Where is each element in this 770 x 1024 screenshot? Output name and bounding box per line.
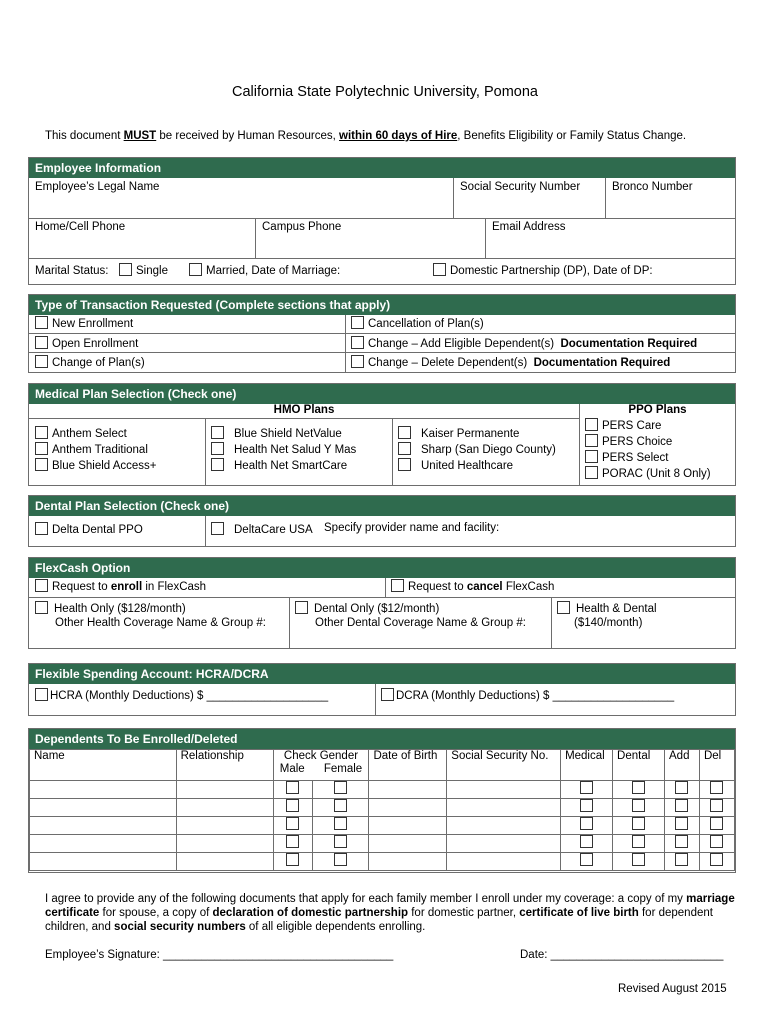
checkbox[interactable] xyxy=(398,458,411,471)
checkbox[interactable] xyxy=(585,450,598,463)
medical-option-pers-choice[interactable]: PERS Choice xyxy=(585,434,672,448)
campus-phone-field[interactable]: Campus Phone xyxy=(255,218,485,258)
dental-checkbox[interactable] xyxy=(632,853,645,866)
table-row[interactable] xyxy=(30,817,735,835)
documentation-required-label: Documentation Required xyxy=(560,338,698,350)
col-dental: Dental xyxy=(613,750,665,781)
delta-dental-option[interactable]: Delta Dental PPO xyxy=(35,522,143,536)
open-enrollment-checkbox[interactable] xyxy=(35,336,48,349)
specify-provider-field[interactable]: Specify provider name and facility: xyxy=(324,522,500,534)
row-divider xyxy=(29,352,735,353)
domestic-partnership-checkbox[interactable] xyxy=(433,263,446,276)
checkbox[interactable] xyxy=(35,442,48,455)
email-field[interactable]: Email Address xyxy=(485,218,735,258)
name-cell[interactable] xyxy=(30,781,177,799)
ssn-cell[interactable] xyxy=(447,835,561,853)
column-divider xyxy=(205,418,206,486)
dcra-option[interactable]: DCRA (Monthly Deductions) $ ___________________ xyxy=(381,688,674,702)
cancellation-checkbox[interactable] xyxy=(351,316,364,329)
agreement-text: I agree to provide any of the following documents that apply for each family member I enroll under my coverage: a copy of my marriage certificate for spouse, a copy of declaration of domestic partnership for domestic partner, certificate of live birth for dependent children, and social security numbers of all eligible dependents enrolling. xyxy=(45,893,735,933)
checkbox[interactable] xyxy=(211,442,224,455)
table-row[interactable] xyxy=(30,781,735,799)
change-plan-checkbox[interactable] xyxy=(35,355,48,368)
del-checkbox[interactable] xyxy=(710,781,723,794)
name-cell[interactable] xyxy=(30,817,177,835)
name-cell[interactable] xyxy=(30,835,177,853)
medical-option-sharp[interactable]: Sharp (San Diego County) xyxy=(398,442,556,456)
del-checkbox[interactable] xyxy=(710,799,723,812)
health-dental-checkbox[interactable] xyxy=(557,601,570,614)
health-dental-option[interactable]: Health & Dental ($140/month) xyxy=(557,601,657,630)
medical-checkbox[interactable] xyxy=(580,781,593,794)
relationship-cell[interactable] xyxy=(176,853,273,871)
hcra-checkbox[interactable] xyxy=(35,688,48,701)
add-checkbox[interactable] xyxy=(675,853,688,866)
checkbox[interactable] xyxy=(585,466,598,479)
bronco-number-field[interactable]: Bronco Number xyxy=(605,178,735,218)
checkbox[interactable] xyxy=(585,418,598,431)
relationship-cell[interactable] xyxy=(176,835,273,853)
row-divider xyxy=(29,258,735,259)
married-option[interactable]: Married, Date of Marriage: xyxy=(189,263,340,277)
relationship-cell[interactable] xyxy=(176,817,273,835)
checkbox[interactable] xyxy=(398,442,411,455)
medical-option-health-net-smartcare[interactable]: Health Net SmartCare xyxy=(211,458,347,472)
medical-option-porac[interactable]: PORAC (Unit 8 Only) xyxy=(585,466,711,480)
section-header: Medical Plan Selection (Check one) xyxy=(29,384,735,404)
dental-checkbox[interactable] xyxy=(632,781,645,794)
flexcash-section xyxy=(28,557,736,649)
name-cell[interactable] xyxy=(30,853,177,871)
employee-signature-field[interactable]: Employee’s Signature: ____________________________________ xyxy=(45,949,394,961)
del-checkbox[interactable] xyxy=(710,817,723,830)
del-checkbox[interactable] xyxy=(710,835,723,848)
column-divider xyxy=(385,578,386,597)
checkbox[interactable] xyxy=(211,458,224,471)
female-checkbox[interactable] xyxy=(334,799,347,812)
dcra-checkbox[interactable] xyxy=(381,688,394,701)
dental-checkbox[interactable] xyxy=(632,835,645,848)
female-checkbox[interactable] xyxy=(334,835,347,848)
male-checkbox[interactable] xyxy=(286,799,299,812)
column-divider xyxy=(375,684,376,716)
dob-cell[interactable] xyxy=(369,799,447,817)
col-add: Add xyxy=(665,750,700,781)
add-checkbox[interactable] xyxy=(675,817,688,830)
table-row[interactable] xyxy=(30,853,735,871)
medical-option-pers-select[interactable]: PERS Select xyxy=(585,450,668,464)
medical-checkbox[interactable] xyxy=(580,835,593,848)
column-divider xyxy=(289,597,290,649)
add-checkbox[interactable] xyxy=(675,835,688,848)
delta-dental-checkbox[interactable] xyxy=(35,522,48,535)
female-checkbox[interactable] xyxy=(334,781,347,794)
dependents-section xyxy=(28,728,736,873)
medical-option-blue-shield-access[interactable]: Blue Shield Access+ xyxy=(35,458,157,472)
single-checkbox[interactable] xyxy=(119,263,132,276)
domestic-partnership-option[interactable]: Domestic Partnership (DP), Date of DP: xyxy=(433,263,653,277)
dob-cell[interactable] xyxy=(369,835,447,853)
fsa-section xyxy=(28,663,736,716)
single-option[interactable]: Single xyxy=(119,263,168,277)
male-checkbox[interactable] xyxy=(286,817,299,830)
checkbox[interactable] xyxy=(35,458,48,471)
ssn-cell[interactable] xyxy=(447,799,561,817)
legal-name-field[interactable]: Employee’s Legal Name xyxy=(35,181,160,193)
enroll-flexcash-option[interactable]: Request to enroll in FlexCash xyxy=(35,579,206,593)
ppo-plans-heading: PPO Plans xyxy=(628,404,687,416)
section-header: Dependents To Be Enrolled/Deleted xyxy=(29,729,735,749)
employee-information-section xyxy=(28,157,736,285)
male-checkbox[interactable] xyxy=(286,853,299,866)
health-only-checkbox[interactable] xyxy=(35,601,48,614)
add-dependent-checkbox[interactable] xyxy=(351,336,364,349)
col-dob: Date of Birth xyxy=(369,750,447,781)
open-enrollment-option[interactable]: Open Enrollment xyxy=(35,336,138,350)
ssn-field[interactable]: Social Security Number xyxy=(453,178,633,218)
new-enrollment-checkbox[interactable] xyxy=(35,316,48,329)
column-divider xyxy=(579,404,580,486)
section-header: Type of Transaction Requested (Complete sections that apply) xyxy=(29,295,735,315)
female-checkbox[interactable] xyxy=(334,853,347,866)
relationship-cell[interactable] xyxy=(176,799,273,817)
dental-checkbox[interactable] xyxy=(632,799,645,812)
col-check-gender: Check Gender Male Female xyxy=(273,750,369,781)
medical-option-health-net-salud[interactable]: Health Net Salud Y Mas xyxy=(211,442,356,456)
dependents-table xyxy=(29,749,735,871)
col-medical: Medical xyxy=(561,750,613,781)
col-ssn: Social Security No. xyxy=(447,750,561,781)
table-header-row xyxy=(30,750,735,781)
medical-option-pers-care[interactable]: PERS Care xyxy=(585,418,661,432)
delete-dependent-checkbox[interactable] xyxy=(351,355,364,368)
document-title: California State Polytechnic University, Pomona xyxy=(232,84,538,100)
dental-only-checkbox[interactable] xyxy=(295,601,308,614)
del-checkbox[interactable] xyxy=(710,853,723,866)
delete-dependent-option[interactable]: Change – Delete Dependent(s) Documentation Required xyxy=(351,355,670,369)
checkbox[interactable] xyxy=(585,434,598,447)
medical-option-kaiser[interactable]: Kaiser Permanente xyxy=(398,426,519,440)
column-divider xyxy=(345,315,346,373)
add-checkbox[interactable] xyxy=(675,781,688,794)
new-enrollment-option[interactable]: New Enrollment xyxy=(35,316,133,330)
deltacare-checkbox[interactable] xyxy=(211,522,224,535)
column-divider xyxy=(551,597,552,649)
transaction-section xyxy=(28,294,736,373)
section-header: Flexible Spending Account: HCRA/DCRA xyxy=(29,664,735,684)
row-divider xyxy=(29,597,735,598)
medical-checkbox[interactable] xyxy=(580,853,593,866)
dental-plan-section xyxy=(28,495,736,547)
add-checkbox[interactable] xyxy=(675,799,688,812)
home-phone-field[interactable]: Home/Cell Phone xyxy=(35,221,126,233)
cancel-flexcash-option[interactable]: Request to cancel FlexCash xyxy=(391,579,554,593)
male-checkbox[interactable] xyxy=(286,835,299,848)
medical-option-united[interactable]: United Healthcare xyxy=(398,458,513,472)
hmo-plans-heading: HMO Plans xyxy=(273,404,335,416)
column-divider xyxy=(392,418,393,486)
female-checkbox[interactable] xyxy=(334,817,347,830)
enroll-flexcash-checkbox[interactable] xyxy=(35,579,48,592)
checkbox[interactable] xyxy=(35,426,48,439)
column-divider xyxy=(205,516,206,547)
ssn-cell[interactable] xyxy=(447,781,561,799)
col-name: Name xyxy=(30,750,177,781)
medical-checkbox[interactable] xyxy=(580,817,593,830)
section-header: Employee Information xyxy=(29,158,735,178)
hcra-option[interactable]: HCRA (Monthly Deductions) $ ___________________ xyxy=(35,688,328,702)
dob-cell[interactable] xyxy=(369,781,447,799)
dob-cell[interactable] xyxy=(369,817,447,835)
intro-text: This document MUST be received by Human Resources, within 60 days of Hire, Benefits Eligibility or Family Status Change. xyxy=(45,130,687,142)
col-relationship: Relationship xyxy=(176,750,273,781)
table-row[interactable] xyxy=(30,835,735,853)
male-checkbox[interactable] xyxy=(286,781,299,794)
name-cell[interactable] xyxy=(30,799,177,817)
marital-status-label: Marital Status: xyxy=(35,265,109,277)
deltacare-option[interactable]: DeltaCare USA xyxy=(211,522,313,536)
medical-option-anthem-traditional[interactable]: Anthem Traditional xyxy=(35,442,148,456)
medical-option-blue-shield-netvalue[interactable]: Blue Shield NetValue xyxy=(211,426,342,440)
health-only-option[interactable]: Health Only ($128/month) Other Health Coverage Name & Group #: xyxy=(35,601,266,630)
change-plan-option[interactable]: Change of Plan(s) xyxy=(35,355,145,369)
row-divider xyxy=(29,418,579,419)
ssn-cell[interactable] xyxy=(447,853,561,871)
section-header: FlexCash Option xyxy=(29,558,735,578)
dental-checkbox[interactable] xyxy=(632,817,645,830)
table-row[interactable] xyxy=(30,799,735,817)
relationship-cell[interactable] xyxy=(176,781,273,799)
medical-option-anthem-select[interactable]: Anthem Select xyxy=(35,426,127,440)
married-checkbox[interactable] xyxy=(189,263,202,276)
section-header: Dental Plan Selection (Check one) xyxy=(29,496,735,516)
ssn-cell[interactable] xyxy=(447,817,561,835)
cancel-flexcash-checkbox[interactable] xyxy=(391,579,404,592)
checkbox[interactable] xyxy=(398,426,411,439)
dob-cell[interactable] xyxy=(369,853,447,871)
revision-note: Revised August 2015 xyxy=(618,983,727,995)
dental-only-option[interactable]: Dental Only ($12/month) Other Dental Coverage Name & Group #: xyxy=(295,601,526,630)
row-divider xyxy=(29,333,735,334)
medical-plan-section xyxy=(28,383,736,486)
medical-checkbox[interactable] xyxy=(580,799,593,812)
add-dependent-option[interactable]: Change – Add Eligible Dependent(s) Documentation Required xyxy=(351,336,697,350)
documentation-required-label: Documentation Required xyxy=(533,357,671,369)
cancellation-option[interactable]: Cancellation of Plan(s) xyxy=(351,316,484,330)
signature-date-field[interactable]: Date: ___________________________ xyxy=(520,949,724,961)
checkbox[interactable] xyxy=(211,426,224,439)
col-del: Del xyxy=(699,750,734,781)
